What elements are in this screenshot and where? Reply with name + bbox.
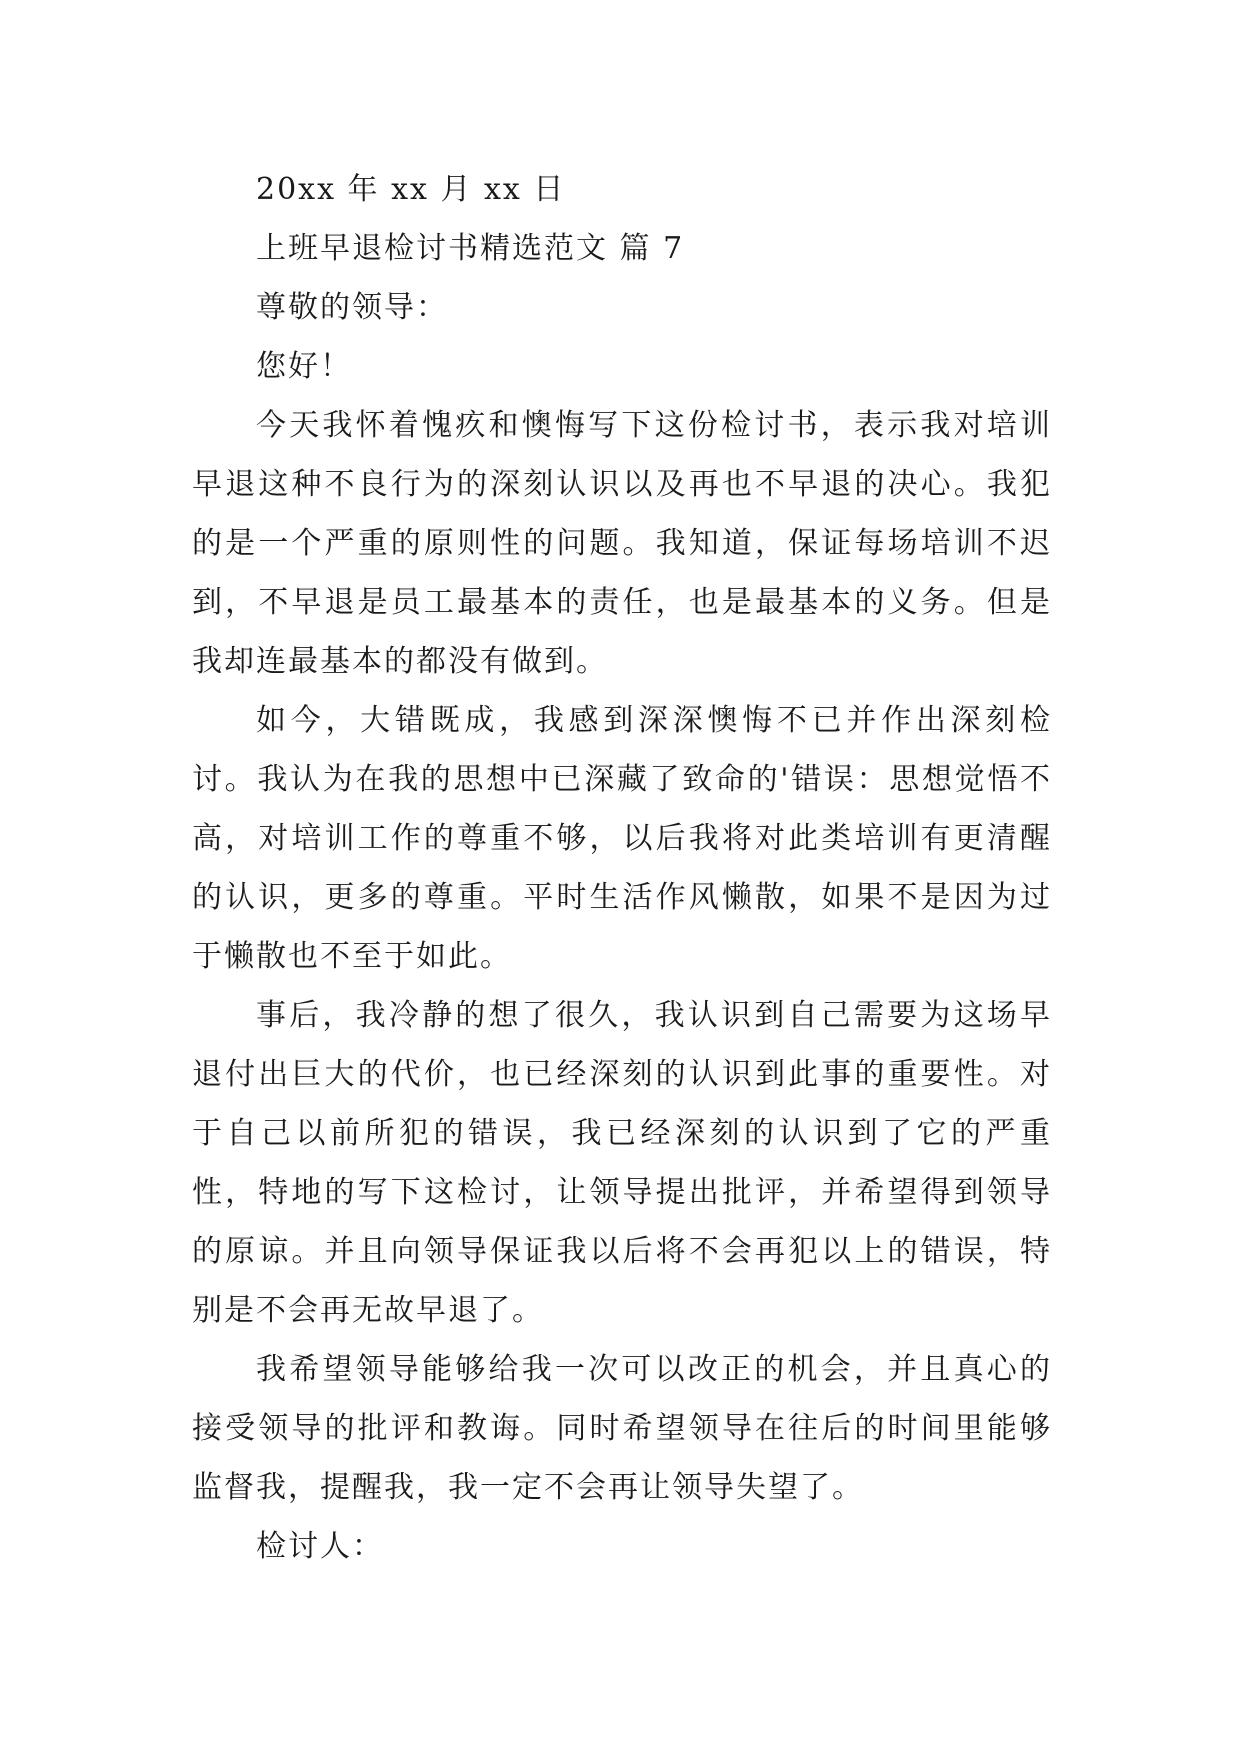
- paragraph-3: 事后，我冷静的想了很久，我认识到自己需要为这场早退付出巨大的代价，也已经深刻的认识到此事的重要性。对于自己以前所犯的错误，我已经深刻的认识到了它的严重性，特地的写下这检讨，让领导提出批评，并希望得到领导的原谅。并且向领导保证我以后将不会再犯以上的错误，特别是不会再无故早退了。: [192, 998, 1052, 1328]
- salutation: 尊敬的领导：: [256, 290, 448, 325]
- paragraph-2: 如今，大错既成，我感到深深懊悔不已并作出深刻检讨。我认为在我的思想中已深藏了致命的'错误：思想觉悟不高，对培训工作的尊重不够，以后我将对此类培训有更清醒的认识，更多的尊重。平时生活作风懒散，如果不是因为过于懒散也不至于如此。: [192, 703, 1052, 974]
- paragraph-1: 今天我怀着愧疚和懊悔写下这份检讨书，表示我对培训早退这种不良行为的深刻认识以及再也不早退的决心。我犯的是一个严重的原则性的问题。我知道，保证每场培训不迟到，不早退是员工最基本的责任，也是最基本的义务。但是我却连最基本的都没有做到。: [192, 408, 1052, 679]
- date-line: 20xx 年 xx 月 xx 日: [256, 172, 566, 207]
- paragraph-4: 我希望领导能够给我一次可以改正的机会，并且真心的接受领导的批评和教诲。同时希望领导在往后的时间里能够监督我，提醒我，我一定不会再让领导失望了。: [192, 1352, 1052, 1505]
- document-body: [192, 160, 1052, 1576]
- signature-label: 检讨人：: [256, 1529, 384, 1564]
- greeting: 您好！: [256, 349, 352, 384]
- document-title: 上班早退检讨书精选范文 篇 7: [256, 231, 685, 266]
